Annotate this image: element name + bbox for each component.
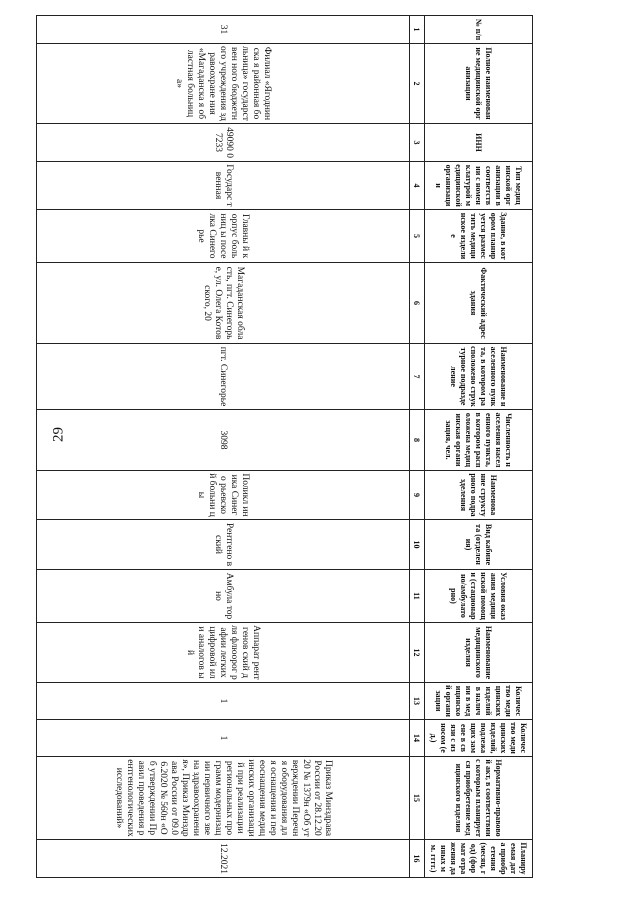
- column-number-row-cell-10: 10: [410, 520, 425, 570]
- column-number-row-cell-6: 6: [410, 263, 425, 344]
- header-row-cell-11: Условия оказания медицинской помощи (стационарно/амбулаторно): [425, 570, 533, 623]
- column-number-row-cell-16: 16: [410, 840, 425, 878]
- table-row-cell-3: 49090 07233: [37, 124, 410, 162]
- header-row-cell-16: Планируемая дата приобретения (месяц, год) (формат отражения данных мм. гггг.): [425, 840, 533, 878]
- column-number-row-cell-8: 8: [410, 410, 425, 471]
- header-row-cell-15: Нормативно-правовой акт, в соответствии с которым планируется приобретение медицинского изделия: [425, 757, 533, 840]
- column-number-row-cell-9: 9: [410, 471, 425, 520]
- table-row-cell-13: 1: [37, 683, 410, 720]
- header-row-cell-9: Наименование структурного подразделения: [425, 471, 533, 520]
- table-row-cell-1: 31: [37, 16, 410, 44]
- table-row-cell-9: Поликл иника Синего рьевско й больни цы: [37, 471, 410, 520]
- table-row-cell-14: 1: [37, 720, 410, 757]
- header-row-cell-14: Количество медицинских изделий, подлежащих замене в связи с износом (ед.): [425, 720, 533, 757]
- column-number-row-cell-11: 11: [410, 570, 425, 623]
- column-number-row-cell-5: 5: [410, 210, 425, 263]
- column-number-row-cell-15: 15: [410, 757, 425, 840]
- header-row-cell-10: Вид кабинета (отделения): [425, 520, 533, 570]
- header-row-cell-13: Количество медицинских изделий в наличии в медицинской организации: [425, 683, 533, 720]
- table-row-cell-16: 12.2021: [37, 840, 410, 878]
- column-number-row-cell-3: 3: [410, 124, 425, 162]
- table-row-cell-15: Приказ Минздрава России от 28.12.2020 № 1379н «Об утверждении Перечня оборудования для оснащения и переоснащения медицинских организаций при реализации региональных программ модернизации первичного звена здравоохранения», Приказ Минздрава России от 09.06.2020 № 560н «Об утверждении Правил проведения рентгенологических исследований»: [37, 757, 410, 840]
- table-row-cell-11: Амбула торно: [37, 570, 410, 623]
- page-number: 29: [50, 427, 67, 442]
- column-number-row-cell-2: 2: [410, 44, 425, 124]
- column-number-row-cell-7: 7: [410, 344, 425, 410]
- header-row-cell-12: Наименование медицинского изделия: [425, 623, 533, 683]
- column-number-row-cell-1: 1: [410, 16, 425, 44]
- table-row-cell-5: Главны й корпус больниц ы поселка Синего рье: [37, 210, 410, 263]
- header-row-cell-1: № п/п: [425, 16, 533, 44]
- column-number-row: [410, 16, 425, 878]
- table-row-cell-4: Государс твенная: [37, 162, 410, 210]
- equipment-table: [36, 15, 533, 878]
- header-row: [425, 16, 533, 878]
- header-row-cell-7: Наименование населенного пункта, в котором расположено структурное подразделение: [425, 344, 533, 410]
- table-row-cell-7: пгт. Синегорье: [37, 344, 410, 410]
- table-row-cell-8: 3098: [37, 410, 410, 471]
- table-row-cell-12: Аппарат рентгенов ский для флюорог рафии легких цифровой или аналогов ый: [37, 623, 410, 683]
- header-row-cell-8: Численность населения населенного пункта, в котором расположена медицинская организация, чел.: [425, 410, 533, 471]
- header-row-cell-6: Фактический адрес здания: [425, 263, 533, 344]
- table-row-cell-2: Филиал «Ягоднинска я районная больница» государствен ного бюджетного учреждения здравоохране ния «Магаданска я областная больница»: [37, 44, 410, 124]
- column-number-row-cell-14: 14: [410, 720, 425, 757]
- header-row-cell-3: ИНН: [425, 124, 533, 162]
- header-row-cell-4: Тип медицинской организации в соответствии с номенклатурой медицинской организации: [425, 162, 533, 210]
- table-row-cell-10: Рентгено вский: [37, 520, 410, 570]
- header-row-cell-5: Здание, в котором планируется разместить медицинское изделие: [425, 210, 533, 263]
- table-row-cell-6: Магаданская область, пгт. Синегорье, ул. Олега Котовского, 20: [37, 263, 410, 344]
- header-row-cell-2: Полное наименование медицинской организации: [425, 44, 533, 124]
- column-number-row-cell-13: 13: [410, 683, 425, 720]
- column-number-row-cell-12: 12: [410, 623, 425, 683]
- column-number-row-cell-4: 4: [410, 162, 425, 210]
- table-row: [37, 16, 410, 878]
